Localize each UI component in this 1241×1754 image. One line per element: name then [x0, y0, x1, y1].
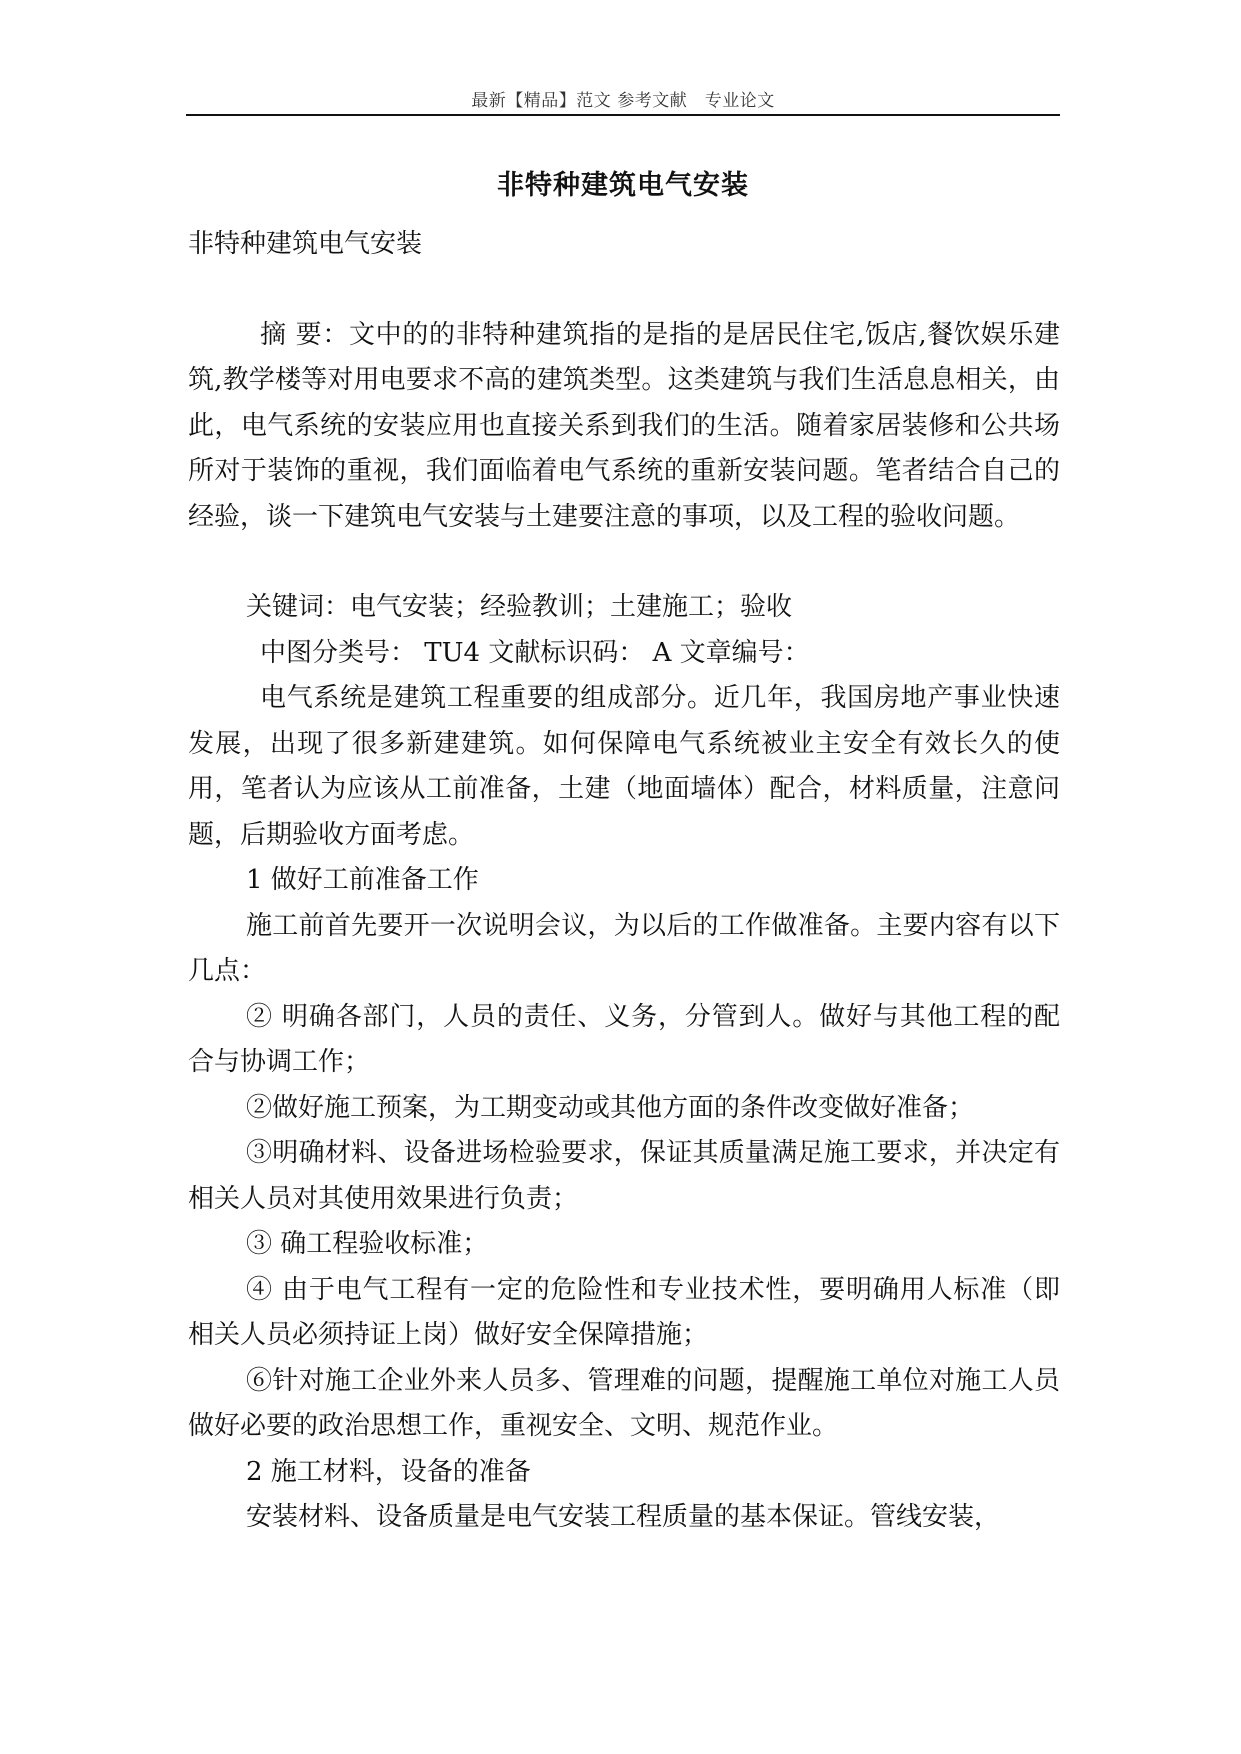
section-2-lead: 安装材料、设备质量是电气安装工程质量的基本保证。管线安装， — [246, 1502, 1001, 1532]
section-2-heading: 2 施工材料，设备的准备 — [246, 1456, 531, 1487]
document-title: 非特种建筑电气安装 — [497, 170, 749, 201]
list-item: ④ 由于电气工程有一定的危险性和专业技术性，要明确用人标准（即相关人员必须持证上岗）做好安全保障措施； — [188, 1274, 1060, 1350]
list-item: ③ 确工程验收标准； — [246, 1229, 489, 1259]
list-item: ⑥针对施工企业外来人员多、管理难的问题，提醒施工单位对施工人员做好必要的政治思想工作，重视安全、文明、规范作业。 — [188, 1365, 1060, 1441]
list-item: ③明确材料、设备进场检验要求，保证其质量满足施工要求，并决定有相关人员对其使用效果进行负责； — [188, 1138, 1060, 1214]
abstract-paragraph: 摘 要：文中的的非特种建筑指的是指的是居民住宅,饭店,餐饮娱乐建筑,教学楼等对用电要求不高的建筑类型。这类建筑与我们生活息息相关，由此，电气系统的安装应用也直接关系到我们的生活。随着家居装修和公共场所对于装饰的重视，我们面临着电气系统的重新安装问题。笔者结合自己的经验，谈一下建筑电气安装与土建要注意的事项，以及工程的验收问题。 — [188, 319, 1060, 532]
document-body — [188, 222, 1060, 1541]
list-item: ② 明确各部门，人员的责任、义务，分管到人。做好与其他工程的配合与协调工作； — [188, 1001, 1060, 1077]
section-1-heading: 1 做好工前准备工作 — [246, 865, 479, 895]
classification-line: 中图分类号： TU4 文献标识码： A 文章编号： — [260, 637, 810, 668]
section-1-lead: 施工前首先要开一次说明会议，为以后的工作做准备。主要内容有以下几点： — [188, 910, 1060, 986]
intro-paragraph: 电气系统是建筑工程重要的组成部分。近几年，我国房地产事业快速发展，出现了很多新建建筑。如何保障电气系统被业主安全有效长久的使用，笔者认为应该从工前准备，土建（地面墙体）配合，材料质量，注意问题，后期验收方面考虑。 — [188, 683, 1060, 850]
subtitle: 非特种建筑电气安装 — [188, 229, 423, 259]
header-divider — [186, 114, 1060, 116]
keywords-line: 关键词：电气安装；经验教训；土建施工；验收 — [246, 592, 793, 622]
page-header: 最新【精品】范文 参考文献 专业论文 — [471, 91, 775, 111]
list-item: ②做好施工预案，为工期变动或其他方面的条件改变做好准备； — [246, 1092, 975, 1123]
